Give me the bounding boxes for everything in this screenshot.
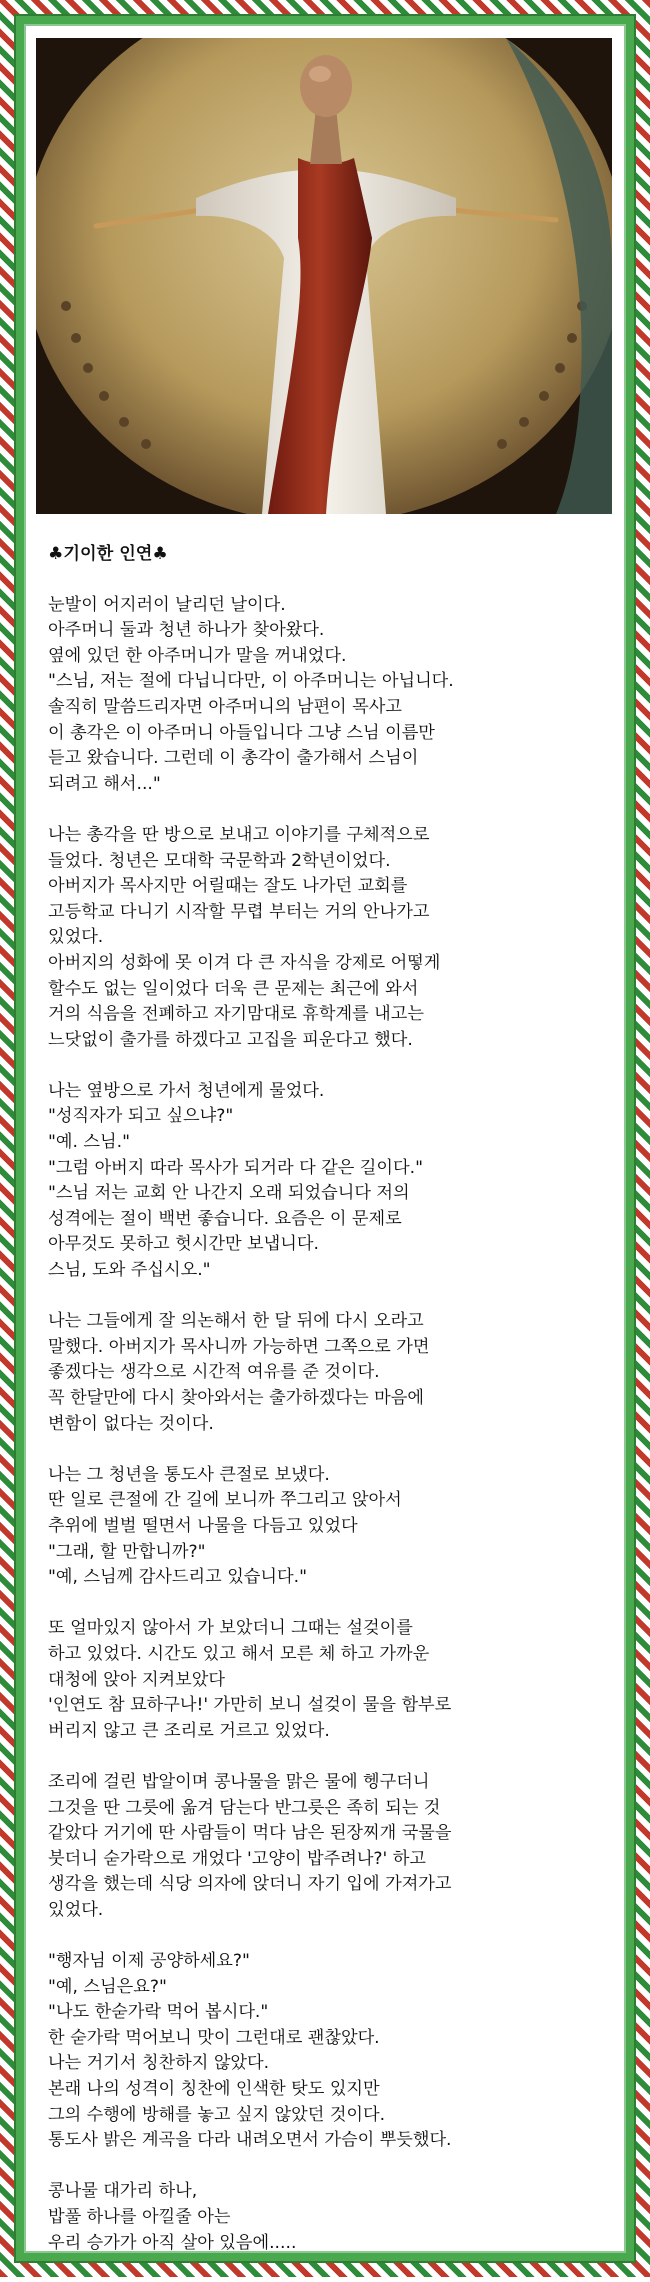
story-line: 스님, 도와 주십시오.": [48, 1258, 618, 1284]
story-line: 들었다. 청년은 모대학 국문학과 2학년이었다.: [48, 849, 618, 875]
story-line: 있었다.: [48, 925, 618, 951]
story-line: 붓더니 숟가락으로 개었다 '고양이 밥주려나?' 하고: [48, 1847, 618, 1873]
story-line: 본래 나의 성격이 칭찬에 인색한 탓도 있지만: [48, 2077, 618, 2103]
story-line: 그의 수행에 방해를 놓고 싶지 않았던 것이다.: [48, 2103, 618, 2129]
story-line: 꼭 한달만에 다시 찾아와서는 출가하겠다는 마음에: [48, 1386, 618, 1412]
story-line: "예. 스님.": [48, 1130, 618, 1156]
story-line: 할수도 없는 일이었다 더욱 큰 문제는 최근에 와서: [48, 977, 618, 1003]
story-line: "행자님 이제 공양하세요?": [48, 1949, 618, 1975]
story-line: 하고 있었다. 시간도 있고 해서 모른 체 하고 가까운: [48, 1642, 618, 1668]
story-paragraph: [48, 823, 618, 1053]
story-paragraph: [48, 2179, 618, 2256]
story-line: 좋겠다는 생각으로 시간적 여유를 준 것이다.: [48, 1360, 618, 1386]
story-line: 아무것도 못하고 헛시간만 보냅니다.: [48, 1232, 618, 1258]
story-line: 말했다. 아버지가 목사니까 가능하면 그쪽으로 가면: [48, 1335, 618, 1361]
story-line: 나는 그들에게 잘 의논해서 한 달 뒤에 다시 오라고: [48, 1309, 618, 1335]
story-line: 그것을 딴 그릇에 옮겨 담는다 반그릇은 족히 되는 것: [48, 1796, 618, 1822]
story-line: 밥풀 하나를 아낄줄 아는: [48, 2205, 618, 2231]
story-line: "스님, 저는 절에 다닙니다만, 이 아주머니는 아닙니다.: [48, 669, 618, 695]
story-line: 있었다.: [48, 1898, 618, 1924]
content-card: [24, 24, 626, 2253]
story-line: '인연도 참 묘하구나!' 가만히 보니 설겆이 물을 함부로: [48, 1693, 618, 1719]
story-line: 이 총각은 이 아주머니 아들입니다 그냥 스님 이름만: [48, 721, 618, 747]
story-title: ♣기이한 인연♣: [48, 542, 618, 568]
story-line: 되려고 해서...": [48, 772, 618, 798]
story-line: 대청에 앉아 지켜보았다: [48, 1668, 618, 1694]
story-line: 아버지가 목사지만 어릴때는 잘도 나가던 교회를: [48, 874, 618, 900]
story-line: 변함이 없다는 것이다.: [48, 1412, 618, 1438]
story-paragraph: [48, 1079, 618, 1284]
story-line: 조리에 걸린 밥알이며 콩나물을 맑은 물에 헹구더니: [48, 1770, 618, 1796]
story-line: "나도 한숟가락 먹어 봅시다.": [48, 2000, 618, 2026]
story-line: "스님 저는 교회 안 나간지 오래 되었습니다 저의: [48, 1181, 618, 1207]
story-paragraph: [48, 1463, 618, 1591]
monk-drum-photo: [36, 38, 612, 514]
story-line: 고등학교 다니기 시작할 무렵 부터는 거의 안나가고: [48, 900, 618, 926]
story-line: 콩나물 대가리 하나,: [48, 2179, 618, 2205]
story-line: "예, 스님께 감사드리고 있습니다.": [48, 1565, 618, 1591]
story-line: 우리 승가가 아직 살아 있음에.....: [48, 2231, 618, 2257]
story-line: 버리지 않고 큰 조리로 거르고 있었다.: [48, 1719, 618, 1745]
story-paragraph: [48, 593, 618, 798]
story-line: 성격에는 절이 백번 좋습니다. 요즘은 이 문제로: [48, 1207, 618, 1233]
story-paragraph: [48, 1770, 618, 1924]
story-line: 옆에 있던 한 아주머니가 말을 꺼내었다.: [48, 644, 618, 670]
story-paragraph: [48, 1949, 618, 2154]
story-line: 통도사 밝은 계곡을 다라 내려오면서 가슴이 뿌듯했다.: [48, 2128, 618, 2154]
story-line: 딴 일로 큰절에 간 길에 보니까 쭈그리고 앉아서: [48, 1488, 618, 1514]
story-body: [48, 593, 618, 2257]
story-line: 아주머니 둘과 청년 하나가 찾아왔다.: [48, 618, 618, 644]
story-line: 나는 그 청년을 통도사 큰절로 보냈다.: [48, 1463, 618, 1489]
story-line: 나는 옆방으로 가서 청년에게 물었다.: [48, 1079, 618, 1105]
story-line: 솔직히 말씀드리자면 아주머니의 남편이 목사고: [48, 695, 618, 721]
monk-drum-illustration: [36, 38, 612, 514]
story-line: "성직자가 되고 싶으냐?": [48, 1104, 618, 1130]
story-line: "그럼 아버지 따라 목사가 되거라 다 같은 길이다.": [48, 1156, 618, 1182]
story-line: 눈발이 어지러이 날리던 날이다.: [48, 593, 618, 619]
story-line: 느닷없이 출가를 하겠다고 고집을 피운다고 했다.: [48, 1028, 618, 1054]
story-line: 듣고 왔습니다. 그런데 이 총각이 출가해서 스님이: [48, 746, 618, 772]
story-text: [48, 542, 618, 2282]
story-line: 같았다 거기에 딴 사람들이 먹다 남은 된장찌개 국물을: [48, 1821, 618, 1847]
story-line: 나는 총각을 딴 방으로 보내고 이야기를 구체적으로: [48, 823, 618, 849]
story-line: 나는 거기서 칭찬하지 않았다.: [48, 2051, 618, 2077]
story-line: 거의 식음을 전폐하고 자기맘대로 휴학계를 내고는: [48, 1002, 618, 1028]
story-line: 또 얼마있지 않아서 가 보았더니 그때는 설겆이를: [48, 1616, 618, 1642]
story-line: 추위에 벌벌 떨면서 나물을 다듬고 있었다: [48, 1514, 618, 1540]
story-line: 아버지의 성화에 못 이겨 다 큰 자식을 강제로 어떻게: [48, 951, 618, 977]
story-paragraph: [48, 1309, 618, 1437]
story-line: 한 숟가락 먹어보니 맛이 그런대로 괜찮았다.: [48, 2026, 618, 2052]
story-line: "예, 스님은요?": [48, 1975, 618, 2001]
story-line: "그래, 할 만합니까?": [48, 1540, 618, 1566]
story-line: 생각을 했는데 식당 의자에 앉더니 자기 입에 가져가고: [48, 1872, 618, 1898]
story-paragraph: [48, 1616, 618, 1744]
